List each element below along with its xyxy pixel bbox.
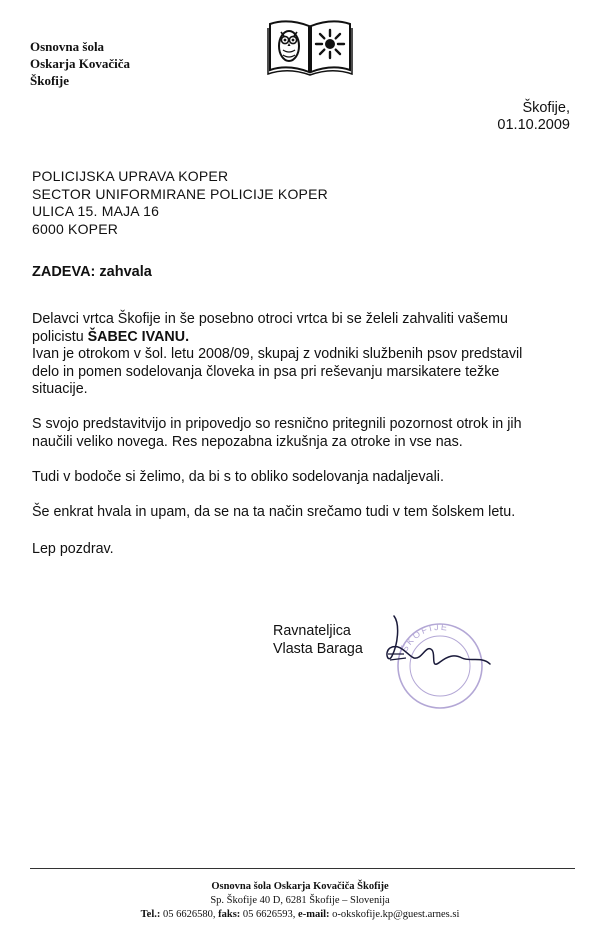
footer	[0, 880, 600, 922]
body-line-prefix: policistu	[32, 328, 88, 345]
sun-icon	[316, 30, 344, 58]
signatory-title: Ravnateljica	[273, 623, 351, 639]
addressee-line: POLICIJSKA UPRAVA KOPER	[32, 168, 229, 184]
body-line: Še enkrat hvala in upam, da se na ta način srečamo tudi v tem šolskem letu.	[32, 503, 516, 520]
school-logo-icon	[266, 14, 354, 76]
footer-address: Sp. Škofije 40 D, 6281 Škofije – Slovenija	[210, 895, 390, 906]
footer-contacts	[0, 908, 600, 922]
footer-school-name: Osnovna šola Oskarja Kovačiča Škofije	[211, 881, 389, 892]
place-date	[497, 100, 570, 134]
place: Škofije,	[522, 100, 570, 116]
body-line: Delavci vrtca Škofije in še posebno otroci vrtca bi se želeli zahvaliti vašemu	[32, 311, 508, 327]
footer-divider	[30, 868, 575, 869]
email-label: e-mail:	[298, 909, 330, 920]
stamp-icon	[398, 622, 482, 708]
subject-line: ZADEVA: zahvala	[32, 264, 152, 280]
fax-value: 05 6626593,	[242, 909, 296, 920]
body-line: Tudi v bodoče si želimo, da bi s to obliko sodelovanja nadaljevali.	[32, 468, 444, 485]
school-line-2: Oskarja Kovačiča	[30, 56, 131, 71]
body-line: Ivan je otrokom v šol. letu 2008/09, skupaj z vodniki službenih psov predstavil	[32, 346, 523, 362]
tel-value: 05 6626580,	[163, 909, 216, 920]
letter-body	[32, 311, 572, 539]
signatory-name: Vlasta Baraga	[273, 641, 363, 657]
school-line-1: Osnovna šola	[30, 39, 105, 54]
stamp-text: ŠKOFIJE	[399, 621, 450, 654]
fax-label: faks:	[218, 909, 241, 920]
school-line-3: Škofije	[30, 73, 69, 88]
addressee-line: 6000 KOPER	[32, 220, 119, 237]
addressee-line: SECTOR UNIFORMIRANE POLICIJE KOPER	[32, 185, 328, 202]
stamp-and-signature	[370, 604, 500, 724]
body-line: naučili veliko novega. Res nepozabna izkušnja za otroke in vse nas.	[32, 433, 463, 450]
owl-icon	[279, 31, 299, 61]
body-line	[32, 329, 572, 347]
date: 01.10.2009	[497, 117, 570, 133]
closing: Lep pozdrav.	[32, 541, 114, 557]
signatory-block	[273, 622, 363, 658]
addressee-line: ULICA 15. MAJA 16	[32, 203, 160, 219]
tel-label: Tel.:	[140, 909, 161, 920]
body-line: S svojo predstavitvijo in pripovedjo so resnično pritegnili pozornost otrok in jih	[32, 416, 522, 432]
addressee-block	[32, 168, 328, 238]
paragraph-3	[32, 469, 572, 487]
paragraph-2	[32, 416, 572, 451]
officer-name: ŠABEC IVANU.	[87, 328, 190, 345]
school-letterhead	[30, 38, 130, 89]
email-value: o-okskofije.kp@guest.arnes.si	[332, 909, 460, 920]
body-line: situacije.	[32, 381, 88, 397]
body-line: delo in pomen sodelovanja človeka in psa pri reševanju marsikatere težke	[32, 363, 500, 380]
paragraph-1	[32, 311, 572, 399]
paragraph-4	[32, 504, 572, 522]
